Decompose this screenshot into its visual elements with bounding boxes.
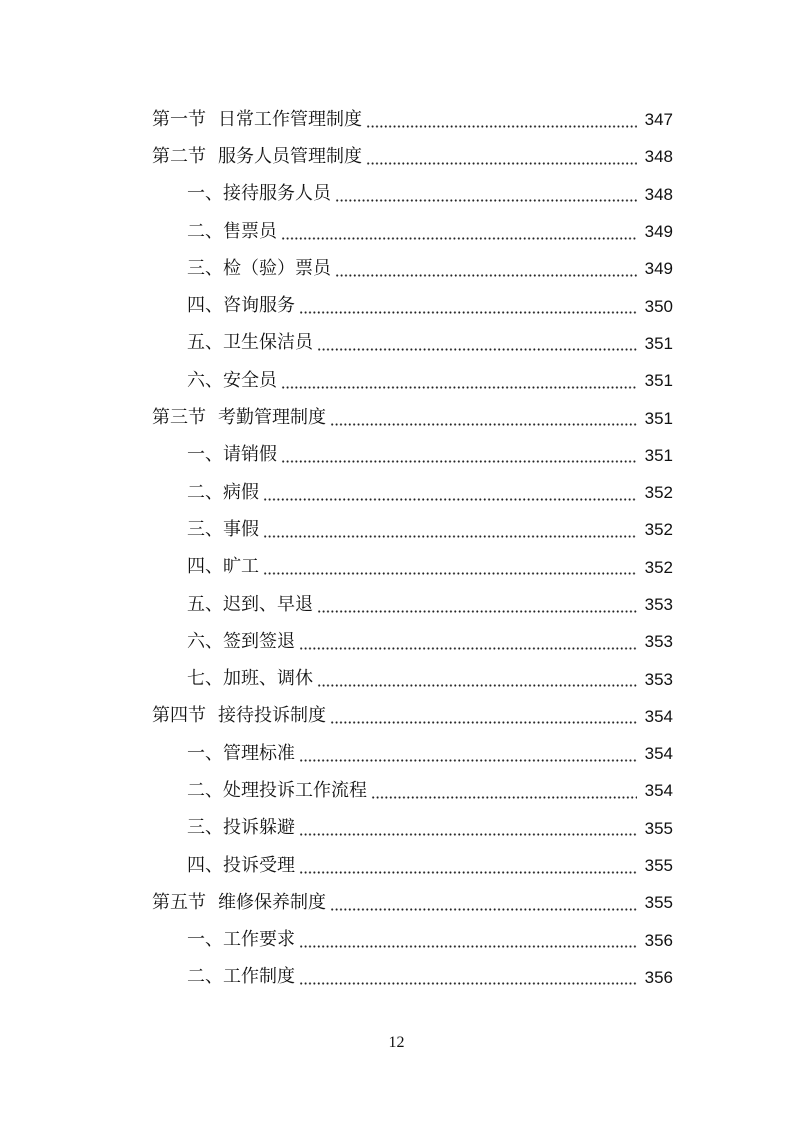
toc-item-entry[interactable] [0, 362, 793, 399]
toc-entry-page: 351 [644, 445, 673, 465]
toc-item-entry[interactable] [0, 474, 793, 511]
dot-leader [263, 484, 637, 502]
toc-entry-page: 348 [644, 147, 673, 167]
toc-entry-prefix: 四、 [187, 295, 223, 317]
dot-leader [281, 223, 637, 241]
dot-leader [299, 633, 637, 651]
toc-entry-title: 投诉受理 [223, 854, 295, 876]
toc-entry-prefix: 三、 [187, 257, 223, 279]
toc-entry-page: 349 [644, 222, 673, 242]
dot-leader [299, 857, 637, 875]
toc-entry-page: 351 [644, 333, 673, 353]
toc-item-entry[interactable] [0, 325, 793, 362]
toc-item-entry[interactable] [0, 735, 793, 772]
toc-section-entry[interactable] [0, 101, 793, 138]
toc-item-entry[interactable] [0, 922, 793, 959]
dot-leader [335, 185, 637, 203]
dot-leader [299, 931, 637, 949]
toc-entry-prefix: 一、 [187, 183, 223, 205]
toc-entry-prefix: 第五节 [152, 891, 206, 913]
dot-leader [299, 968, 637, 986]
toc-entry-page: 352 [644, 557, 673, 577]
toc-section-entry[interactable] [0, 138, 793, 175]
dot-leader [317, 334, 637, 352]
toc-entry-page: 350 [644, 296, 673, 316]
toc-entry-page: 356 [644, 930, 673, 950]
toc-entry-title: 迟到、早退 [223, 593, 313, 615]
toc-entry-title: 加班、调休 [223, 668, 313, 690]
toc-entry-prefix: 三、 [187, 518, 223, 540]
toc-item-entry[interactable] [0, 176, 793, 213]
toc-entry-title: 工作制度 [223, 966, 295, 988]
dot-leader [366, 111, 637, 129]
toc-entry-title: 病假 [223, 481, 259, 503]
toc-entry-title: 服务人员管理制度 [218, 145, 362, 167]
toc-entry-title: 旷工 [223, 556, 259, 578]
toc-entry-prefix: 五、 [187, 332, 223, 354]
toc-entry-page: 355 [644, 893, 673, 913]
toc-entry-title: 安全员 [223, 369, 277, 391]
toc-entry-page: 354 [644, 706, 673, 726]
toc-entry-title: 售票员 [223, 220, 277, 242]
toc-entry-title: 事假 [223, 518, 259, 540]
toc-entry-title: 日常工作管理制度 [218, 108, 362, 130]
toc-entry-page: 348 [644, 184, 673, 204]
toc-entry-page: 351 [644, 371, 673, 391]
toc-entry-prefix: 一、 [187, 742, 223, 764]
toc-entry-prefix: 二、 [187, 220, 223, 242]
toc-entry-prefix: 四、 [187, 556, 223, 578]
page-number: 12 [388, 1034, 405, 1051]
toc-entry-prefix: 四、 [187, 854, 223, 876]
toc-item-entry[interactable] [0, 287, 793, 324]
toc-item-entry[interactable] [0, 959, 793, 996]
toc-item-entry[interactable] [0, 213, 793, 250]
dot-leader [263, 521, 637, 539]
toc-entry-prefix: 二、 [187, 966, 223, 988]
toc-entry-prefix: 第四节 [152, 705, 206, 727]
toc-entry-prefix: 第三节 [152, 407, 206, 429]
dot-leader [330, 894, 637, 912]
toc-entry-title: 维修保养制度 [218, 891, 326, 913]
toc-entry-page: 356 [644, 967, 673, 987]
toc-item-entry[interactable] [0, 623, 793, 660]
dot-leader [330, 409, 637, 427]
toc-entry-title: 管理标准 [223, 742, 295, 764]
toc-entry-prefix: 第二节 [152, 145, 206, 167]
toc-entry-title: 检（验）票员 [223, 257, 331, 279]
dot-leader [330, 707, 637, 725]
toc-entry-title: 投诉躲避 [223, 817, 295, 839]
toc-entry-prefix: 二、 [187, 481, 223, 503]
toc-entry-prefix: 二、 [187, 779, 223, 801]
toc-entry-page: 353 [644, 595, 673, 614]
toc-item-entry[interactable] [0, 250, 793, 287]
toc-item-entry[interactable] [0, 437, 793, 474]
toc-entry-page: 353 [644, 632, 673, 652]
toc-item-entry[interactable] [0, 847, 793, 884]
toc-entry-title: 处理投诉工作流程 [223, 779, 367, 801]
toc-section-entry[interactable] [0, 884, 793, 921]
toc-entry-title: 请销假 [223, 444, 277, 466]
toc-section-entry[interactable] [0, 399, 793, 436]
toc-entry-page: 352 [644, 520, 673, 540]
toc-entry-page: 353 [644, 669, 673, 689]
toc-item-entry[interactable] [0, 660, 793, 697]
toc-entry-page: 355 [644, 818, 673, 838]
toc-item-entry[interactable] [0, 549, 793, 586]
toc-entry-prefix: 六、 [187, 630, 223, 652]
toc-entry-prefix: 一、 [187, 444, 223, 466]
toc-entry-title: 签到签退 [223, 630, 295, 652]
toc-entry-title: 卫生保洁员 [223, 332, 313, 354]
toc-entry-prefix: 三、 [187, 817, 223, 839]
toc-entry-title: 工作要求 [223, 929, 295, 951]
toc-entry-page: 354 [644, 781, 673, 801]
toc-entry-page: 354 [644, 744, 673, 764]
dot-leader [299, 819, 637, 837]
toc-entry-title: 接待投诉制度 [218, 705, 326, 727]
toc-entry-prefix: 五、 [187, 593, 223, 615]
toc-item-entry[interactable] [0, 810, 793, 847]
dot-leader [371, 782, 637, 800]
dot-leader [281, 372, 637, 390]
dot-leader [366, 148, 637, 166]
dot-leader [317, 596, 637, 614]
toc-item-entry[interactable] [0, 511, 793, 548]
toc-entry-page: 349 [644, 259, 673, 279]
toc-entry-prefix: 七、 [187, 668, 223, 690]
toc-section-entry[interactable] [0, 698, 793, 735]
toc-entry-prefix: 六、 [187, 369, 223, 391]
table-of-contents [0, 101, 793, 996]
toc-entry-page: 351 [644, 408, 673, 428]
dot-leader [317, 670, 637, 688]
toc-entry-page: 355 [644, 856, 673, 876]
dot-leader [263, 558, 637, 576]
toc-entry-prefix: 第一节 [152, 108, 206, 130]
toc-entry-prefix: 一、 [187, 929, 223, 951]
toc-entry-title: 接待服务人员 [223, 183, 331, 205]
toc-item-entry[interactable] [0, 586, 793, 623]
dot-leader [335, 260, 637, 278]
toc-entry-title: 考勤管理制度 [218, 407, 326, 429]
dot-leader [281, 446, 637, 464]
toc-entry-title: 咨询服务 [223, 295, 295, 317]
toc-item-entry[interactable] [0, 772, 793, 809]
dot-leader [299, 745, 637, 763]
dot-leader [299, 297, 637, 315]
toc-entry-page: 352 [644, 483, 673, 503]
toc-entry-page: 347 [644, 110, 673, 130]
